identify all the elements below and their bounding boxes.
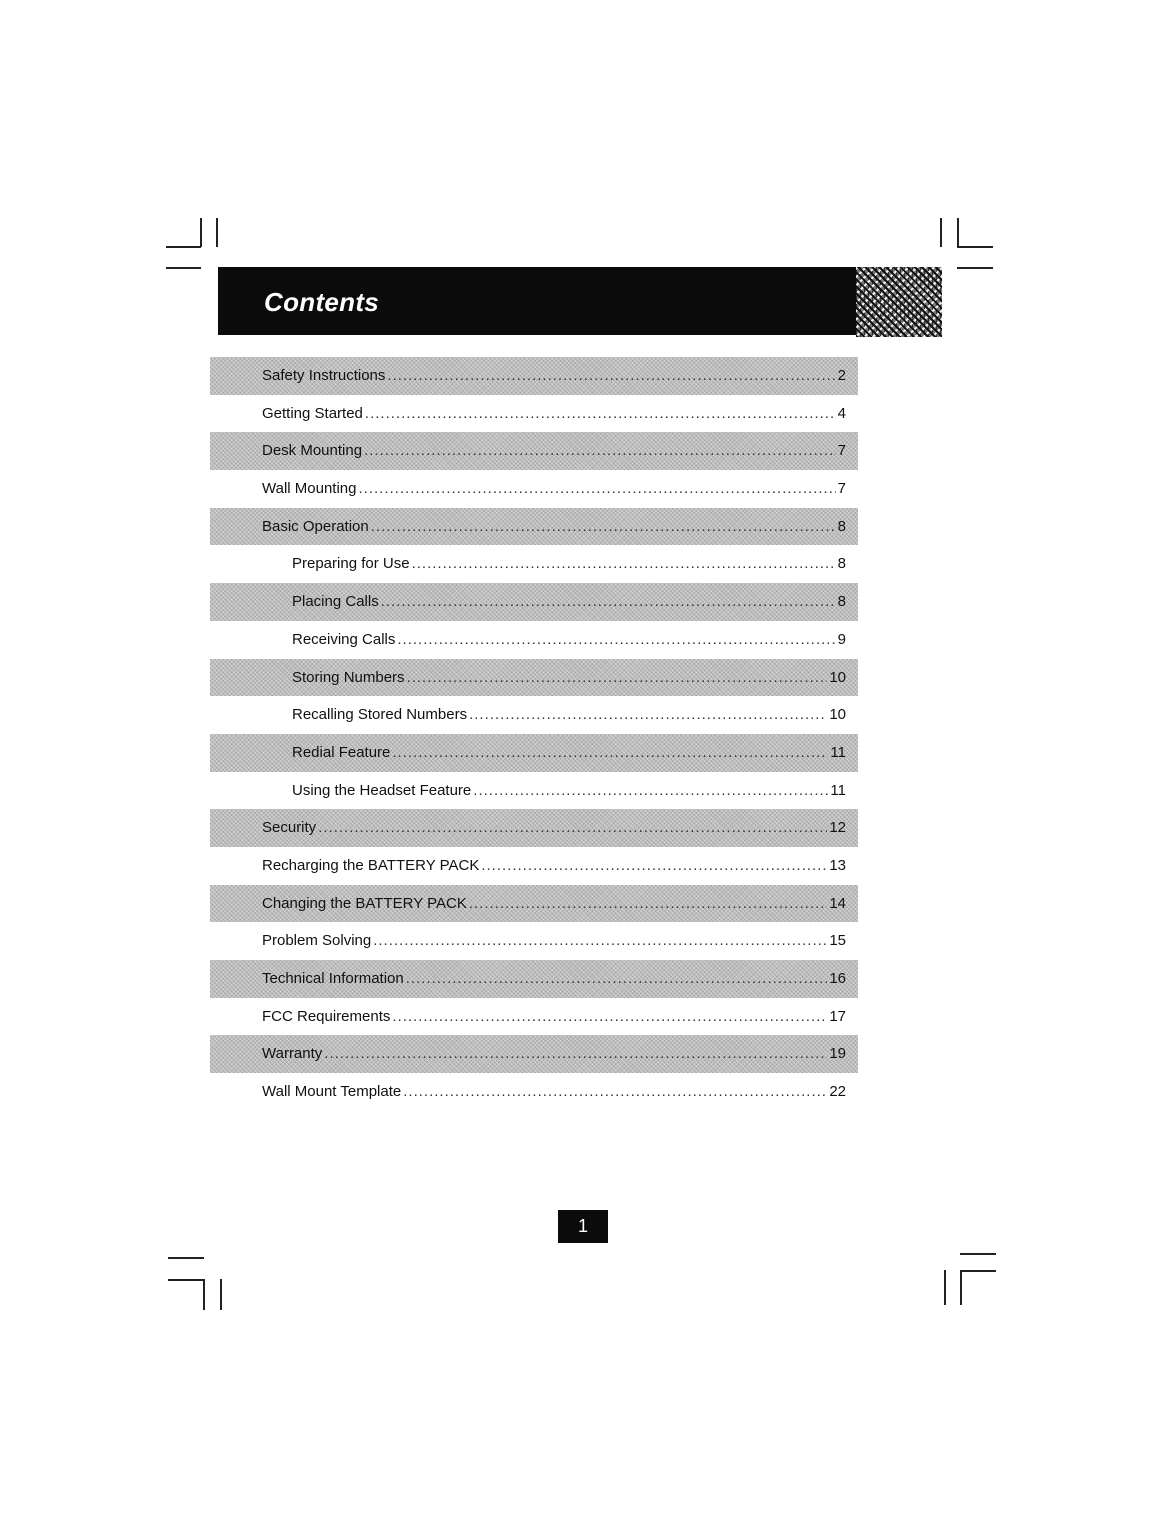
toc-entry-label: Recharging the BATTERY PACK <box>262 856 480 874</box>
toc-entry-page: 4 <box>837 404 846 422</box>
toc-entry-page: 22 <box>829 1083 846 1101</box>
toc-entry-label: Desk Mounting <box>262 442 363 460</box>
table-of-contents <box>210 357 858 1111</box>
toc-entry-page: 11 <box>830 743 846 761</box>
toc-dot-leader <box>473 782 828 800</box>
toc-entry-label: Storing Numbers <box>292 668 405 686</box>
toc-entry-page: 10 <box>829 706 846 724</box>
toc-entry-line <box>262 895 846 913</box>
toc-entry-page: 16 <box>829 970 846 987</box>
toc-entry-line <box>292 593 846 611</box>
toc-entry <box>210 922 858 960</box>
toc-entry <box>210 1035 858 1073</box>
crop-mark <box>944 1270 946 1305</box>
toc-entry <box>210 470 858 508</box>
toc-entry-line <box>262 1008 846 1026</box>
toc-dot-leader <box>358 480 835 498</box>
toc-entry-line <box>292 744 846 762</box>
toc-entry <box>210 659 858 697</box>
toc-entry-page: 13 <box>829 856 846 874</box>
toc-entry-page: 8 <box>837 517 846 535</box>
toc-entry <box>210 508 858 546</box>
crop-mark <box>957 246 993 248</box>
toc-entry <box>210 809 858 847</box>
crop-mark <box>216 218 218 247</box>
toc-entry-line <box>292 555 846 573</box>
toc-entry-label: Preparing for Use <box>292 555 410 573</box>
toc-entry-page: 14 <box>829 894 846 912</box>
crop-mark <box>960 1253 996 1255</box>
toc-entry <box>210 960 858 998</box>
toc-dot-leader <box>469 895 827 913</box>
toc-entry-label: Receiving Calls <box>292 630 396 648</box>
toc-dot-leader <box>403 1083 827 1101</box>
crop-mark <box>940 218 942 247</box>
toc-entry-page: 19 <box>829 1045 846 1063</box>
toc-entry-label: Warranty <box>262 1045 323 1063</box>
toc-entry-line <box>262 1083 846 1101</box>
toc-dot-leader <box>406 970 828 988</box>
toc-entry-label: Problem Solving <box>262 932 372 950</box>
toc-dot-leader <box>387 367 835 385</box>
toc-entry <box>210 583 858 621</box>
toc-entry-label: Getting Started <box>262 404 363 422</box>
toc-dot-leader <box>373 932 827 950</box>
toc-entry-page: 7 <box>837 442 846 460</box>
toc-dot-leader <box>469 706 827 724</box>
toc-entry-label: FCC Requirements <box>262 1007 391 1025</box>
toc-entry-page: 8 <box>837 593 846 611</box>
crop-mark <box>166 267 201 269</box>
toc-entry-line <box>262 819 846 837</box>
toc-entry-page: 11 <box>830 781 846 799</box>
toc-entry-label: Using the Headset Feature <box>292 781 472 799</box>
toc-entry-line <box>262 518 846 536</box>
crop-mark <box>200 218 202 247</box>
toc-dot-leader <box>407 669 828 687</box>
toc-entry <box>210 395 858 433</box>
toc-entry-line <box>262 857 846 875</box>
toc-entry-page: 9 <box>837 630 846 648</box>
toc-entry-line <box>262 367 846 385</box>
toc-dot-leader <box>324 1045 827 1063</box>
toc-entry-line <box>292 669 846 687</box>
toc-entry <box>210 1073 858 1111</box>
toc-entry <box>210 998 858 1036</box>
toc-entry-label: Safety Instructions <box>262 367 386 384</box>
toc-entry <box>210 545 858 583</box>
toc-dot-leader <box>381 593 836 611</box>
toc-entry-label: Redial Feature <box>292 743 391 761</box>
toc-entry-page: 2 <box>837 367 846 384</box>
toc-dot-leader <box>392 1008 827 1026</box>
contents-header-bar <box>218 267 938 335</box>
toc-entry-label: Recalling Stored Numbers <box>292 706 468 724</box>
toc-entry-line <box>262 932 846 950</box>
toc-entry-label: Wall Mount Template <box>262 1083 402 1101</box>
crop-mark <box>960 1270 962 1305</box>
crop-mark <box>957 267 993 269</box>
toc-entry <box>210 432 858 470</box>
toc-dot-leader <box>371 518 836 536</box>
scan-noise-patch <box>856 267 942 337</box>
toc-dot-leader <box>481 857 827 875</box>
toc-entry-page: 15 <box>829 932 846 950</box>
toc-entry <box>210 621 858 659</box>
toc-entry-line <box>292 631 846 649</box>
toc-entry-line <box>262 442 846 460</box>
toc-entry <box>210 734 858 772</box>
toc-dot-leader <box>365 405 836 423</box>
toc-entry <box>210 357 858 395</box>
toc-dot-leader <box>364 442 836 460</box>
toc-entry <box>210 772 858 810</box>
crop-mark <box>960 1270 996 1272</box>
toc-entry <box>210 885 858 923</box>
toc-entry-label: Technical Information <box>262 970 404 987</box>
page-number: 1 <box>558 1210 608 1243</box>
toc-entry-label: Basic Operation <box>262 517 369 535</box>
page-title: Contents <box>264 287 380 317</box>
toc-entry-label: Changing the BATTERY PACK <box>262 894 467 912</box>
toc-entry-label: Wall Mounting <box>262 480 357 498</box>
toc-entry-page: 17 <box>829 1007 846 1025</box>
toc-entry-line <box>292 782 846 800</box>
toc-entry <box>210 696 858 734</box>
toc-dot-leader <box>392 744 828 762</box>
toc-dot-leader <box>412 555 836 573</box>
crop-mark <box>166 246 201 248</box>
toc-entry-label: Security <box>262 819 317 837</box>
toc-entry-page: 12 <box>829 819 846 837</box>
toc-entry-label: Placing Calls <box>292 593 379 611</box>
toc-dot-leader <box>397 631 835 649</box>
toc-entry-line <box>262 480 846 498</box>
toc-entry-page: 10 <box>829 668 846 686</box>
toc-entry-line <box>292 706 846 724</box>
toc-entry-line <box>262 1045 846 1063</box>
crop-mark <box>168 1279 204 1281</box>
crop-mark <box>220 1279 222 1310</box>
toc-dot-leader <box>318 819 827 837</box>
toc-entry-line <box>262 405 846 423</box>
toc-entry-page: 7 <box>837 480 846 498</box>
toc-entry-line <box>262 970 846 988</box>
toc-entry <box>210 847 858 885</box>
crop-mark <box>168 1257 204 1259</box>
crop-mark <box>957 218 959 247</box>
toc-entry-page: 8 <box>837 555 846 573</box>
crop-mark <box>203 1279 205 1310</box>
